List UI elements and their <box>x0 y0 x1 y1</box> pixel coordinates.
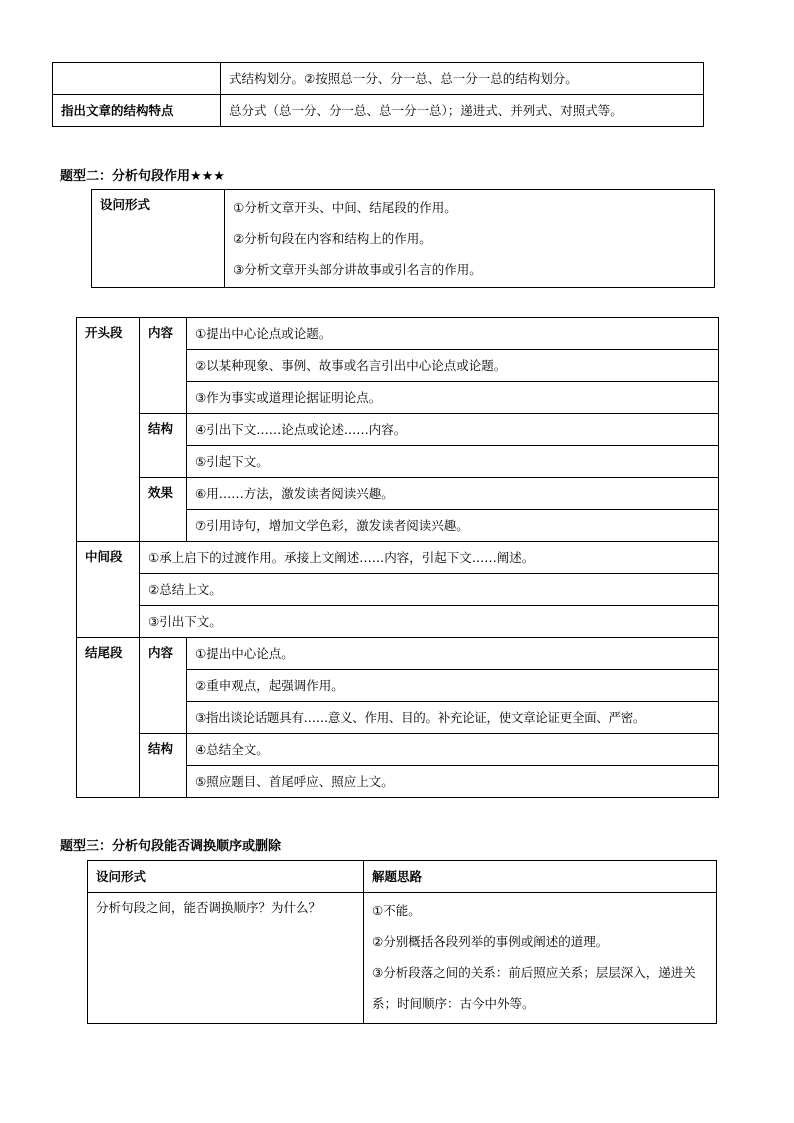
list-item: ②分别概括各段列举的事例或阐述的道理。 <box>372 933 609 949</box>
col-header-question: 设问形式 <box>88 861 364 893</box>
opening-structure-label: 结构 <box>140 414 187 478</box>
reorder-table <box>87 860 717 1024</box>
table-row <box>53 63 704 95</box>
list-item: ②以某种现象、事例、故事或名言引出中心论点或论题。 <box>187 350 719 382</box>
table-row <box>77 606 719 638</box>
list-item: ③作为事实或道理论据证明论点。 <box>187 382 719 414</box>
question-form-table <box>91 189 715 288</box>
list-item: ⑥用……方法，激发读者阅读兴趣。 <box>187 478 719 510</box>
structure-table <box>52 62 704 127</box>
middle-label: 中间段 <box>77 542 140 638</box>
list-item: ①提出中心论点或论题。 <box>187 318 719 350</box>
table-row <box>77 638 719 670</box>
question-cell: 分析句段之间，能否调换顺序？为什么？ <box>88 893 364 1024</box>
table-row <box>77 318 719 350</box>
list-item: ②分析句段在内容和结构上的作用。 <box>233 230 432 246</box>
row-label: 指出文章的结构特点 <box>53 95 221 127</box>
list-item: ②总结上文。 <box>140 574 719 606</box>
paragraph-function-table <box>76 317 719 798</box>
table-row <box>77 734 719 766</box>
list-item: ①不能。 <box>372 902 421 918</box>
list-item: ②重申观点，起强调作用。 <box>187 670 719 702</box>
list-item: ③分析段落之间的关系：前后照应关系；层层深入，递进关系；时间顺序：古今中外等。 <box>372 965 696 1011</box>
list-item: ⑤引起下文。 <box>187 446 719 478</box>
table-row <box>88 861 717 893</box>
row-label <box>53 63 221 95</box>
table-row <box>88 893 717 1024</box>
ending-label: 结尾段 <box>77 638 140 798</box>
table-row <box>77 478 719 510</box>
list-item: ①提出中心论点。 <box>187 638 719 670</box>
table-row <box>53 95 704 127</box>
col-header-approach: 解题思路 <box>364 861 717 893</box>
answer-cell <box>364 893 717 1024</box>
section3-heading: 题型三：分析句段能否调换顺序或删除 <box>60 839 282 854</box>
list-item: ③引出下文。 <box>140 606 719 638</box>
list-item: ⑤照应题目、首尾呼应、照应上文。 <box>187 766 719 798</box>
table-row <box>92 190 715 288</box>
opening-content-label: 内容 <box>140 318 187 414</box>
table-row <box>77 542 719 574</box>
section2-heading: 题型二：分析句段作用★★★ <box>60 169 225 184</box>
list-item: ①分析文章开头、中间、结尾段的作用。 <box>233 199 457 215</box>
list-item: ③分析文章开头部分讲故事或引名言的作用。 <box>233 261 482 277</box>
row-text: 式结构划分。②按照总一分、分一总、总一分一总的结构划分。 <box>221 63 704 95</box>
list-item: ⑦引用诗句，增加文学色彩，激发读者阅读兴趣。 <box>187 510 719 542</box>
ending-content-label: 内容 <box>140 638 187 734</box>
list-item: ①承上启下的过渡作用。承接上文阐述……内容，引起下文……阐述。 <box>140 542 719 574</box>
table-row <box>77 414 719 446</box>
question-list <box>225 190 715 288</box>
question-label: 设问形式 <box>92 190 225 288</box>
opening-effect-label: 效果 <box>140 478 187 542</box>
table-row <box>77 574 719 606</box>
list-item: ④引出下文……论点或论述……内容。 <box>187 414 719 446</box>
row-text: 总分式（总一分、分一总、总一分一总）；递进式、并列式、对照式等。 <box>221 95 704 127</box>
list-item: ③指出谈论话题具有……意义、作用、目的。补充论证，使文章论证更全面、严密。 <box>187 702 719 734</box>
list-item: ④总结全文。 <box>187 734 719 766</box>
ending-structure-label: 结构 <box>140 734 187 798</box>
opening-label: 开头段 <box>77 318 140 542</box>
